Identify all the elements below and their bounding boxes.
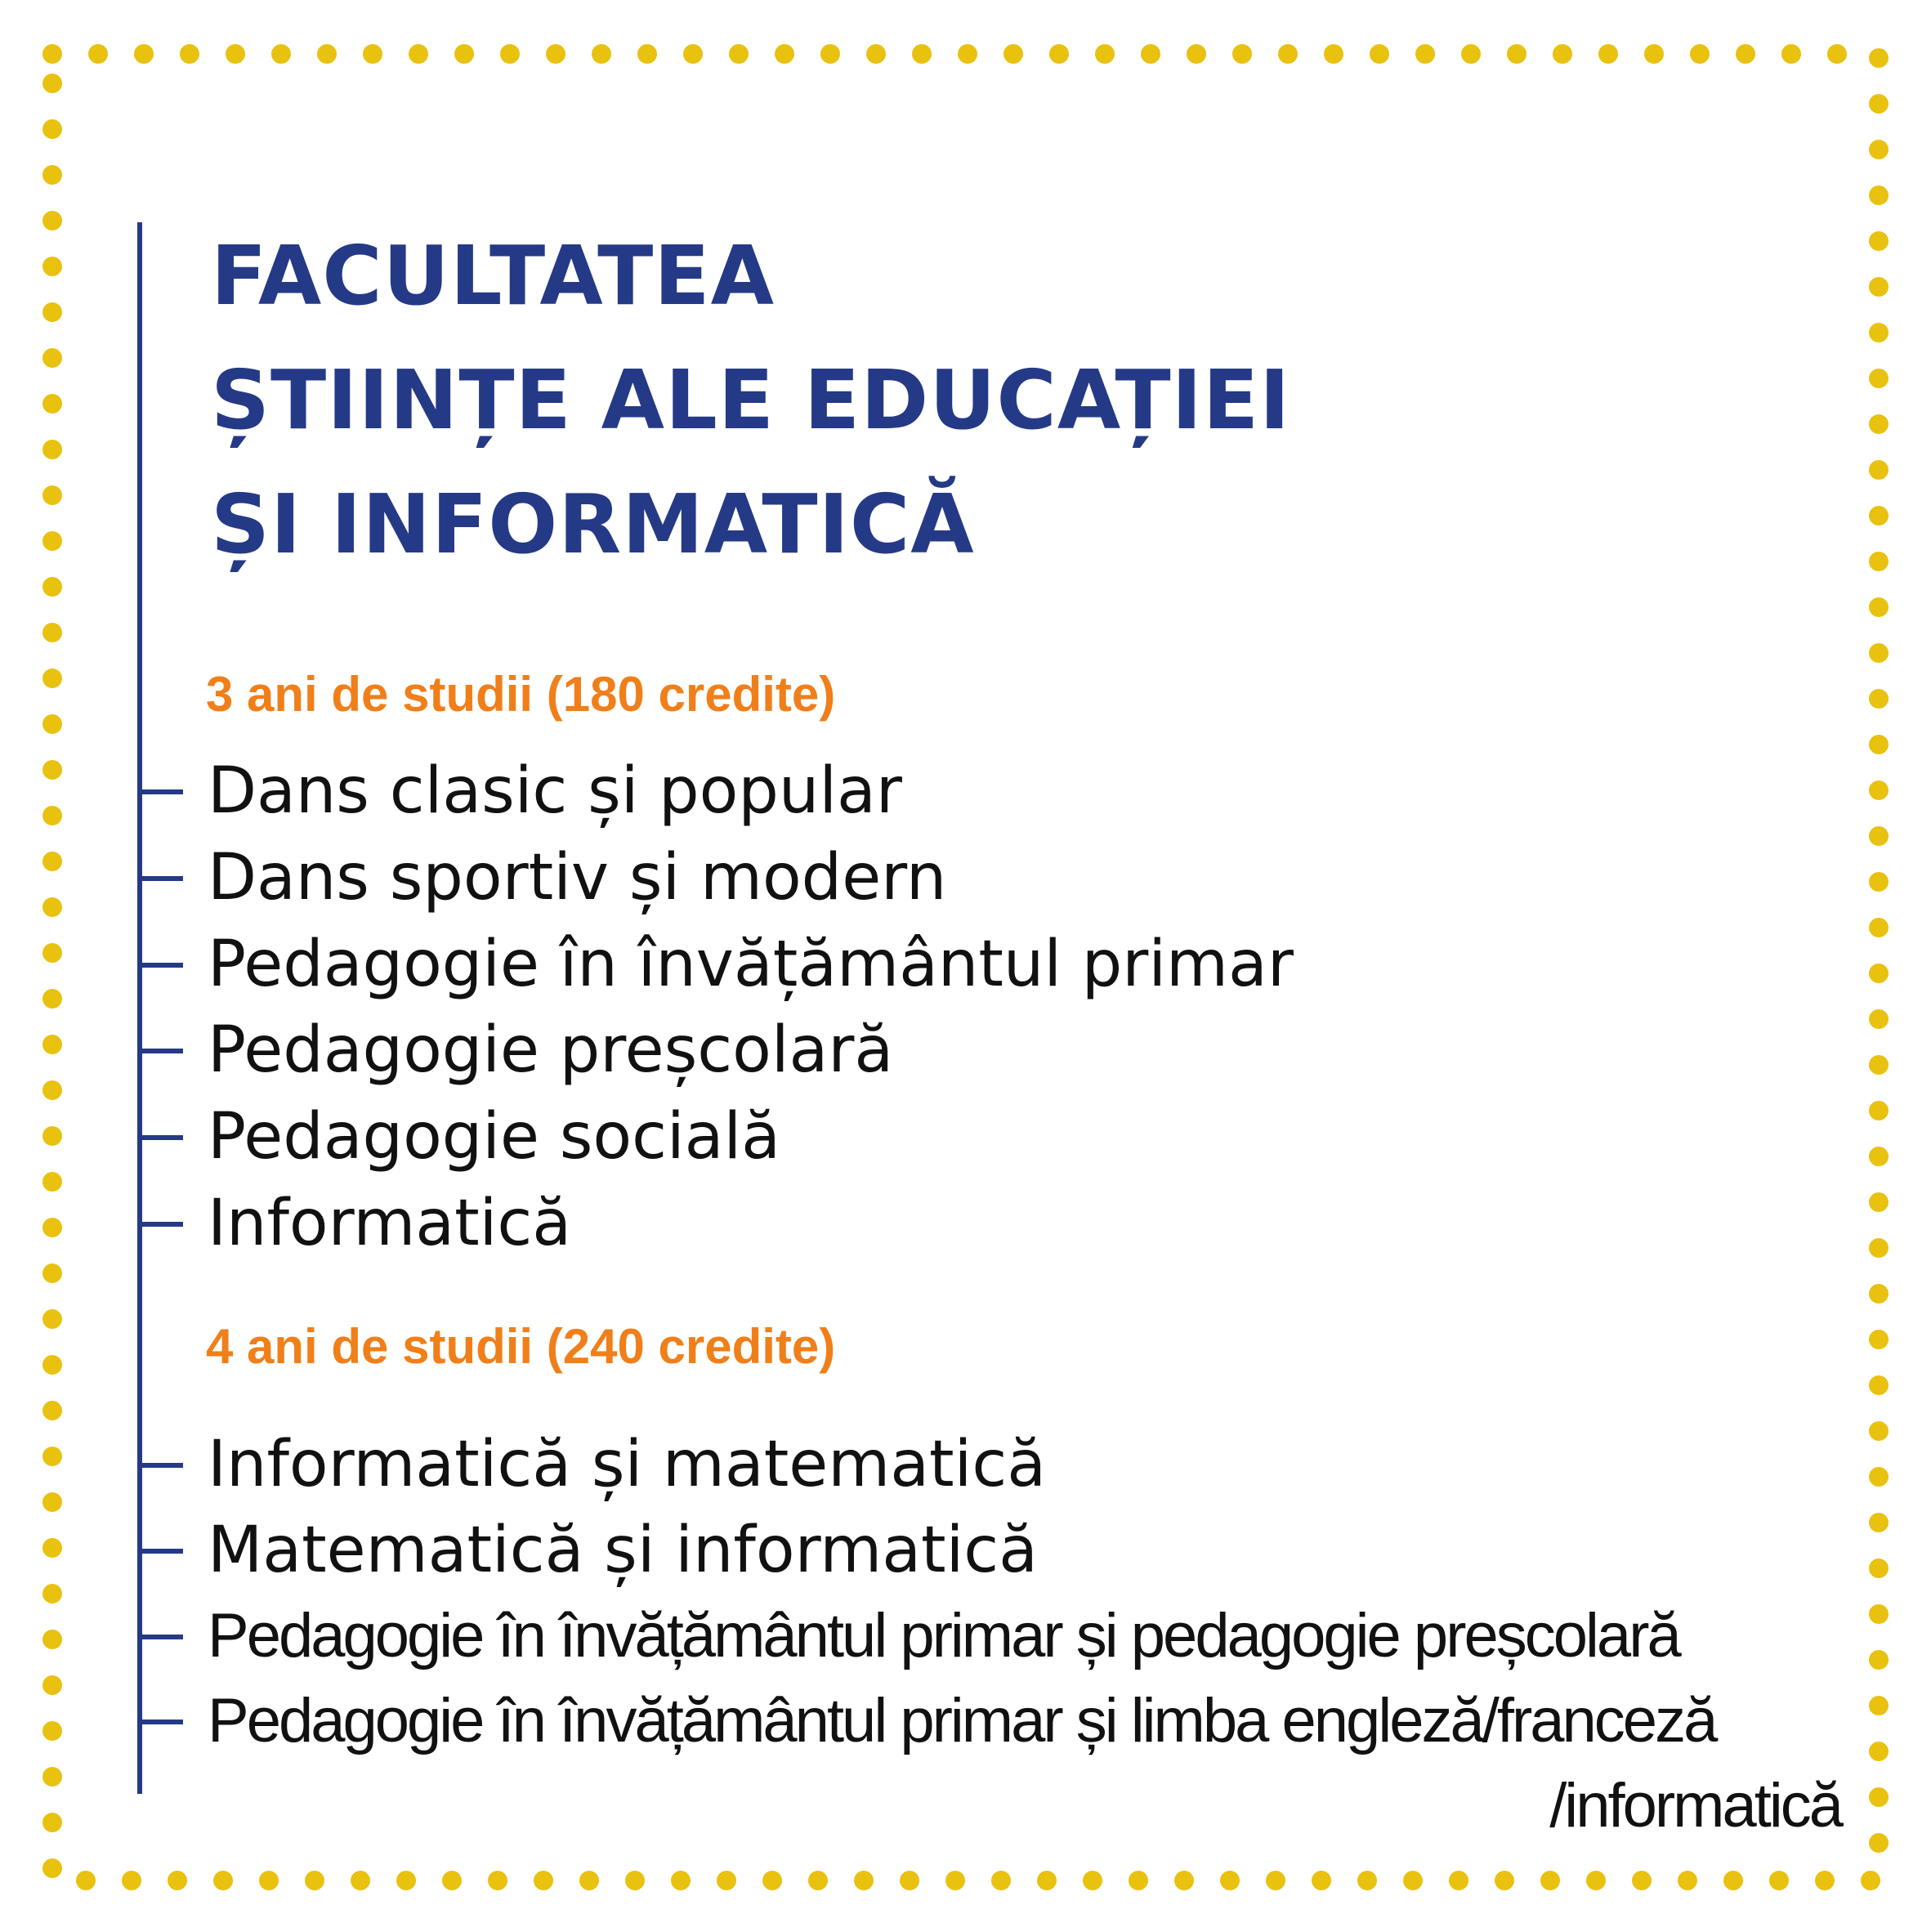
tick-mark (137, 1222, 183, 1227)
list-item: Pedagogie în învățământul primar și pedagogie preșcolară (208, 1601, 1679, 1670)
tick-mark (137, 1549, 183, 1554)
list-item: Dans sportiv și modern (208, 841, 947, 915)
tick-mark (137, 1635, 183, 1639)
tick-mark (137, 1049, 183, 1053)
section-heading-3-years: 3 ani de studii (180 credite) (206, 667, 836, 722)
section-heading-4-years: 4 ani de studii (240 credite) (206, 1319, 836, 1374)
tick-mark (137, 1720, 183, 1724)
title-line-1: FACULTATEA (211, 228, 775, 324)
list-item: Pedagogie socială (208, 1100, 780, 1174)
tick-mark (137, 876, 183, 881)
list-item: Pedagogie preșcolară (208, 1013, 894, 1087)
list-item: Pedagogie în învățământul primar (208, 928, 1294, 1001)
tick-mark (137, 1463, 183, 1468)
tick-mark (137, 789, 183, 794)
vertical-rule (137, 222, 142, 1794)
list-item-continuation: /informatică (1549, 1771, 1841, 1840)
tick-mark (137, 963, 183, 968)
list-item: Matematică și informatică (208, 1514, 1038, 1587)
list-item: Dans clasic și popular (208, 754, 902, 828)
title-line-2: ȘTIINȚE ALE EDUCAȚIEI (211, 352, 1291, 448)
tick-mark (137, 1135, 183, 1140)
list-item: Pedagogie în învățământul primar și limba engleză/franceză (208, 1686, 1716, 1755)
faculty-title (211, 214, 1290, 587)
title-line-3: ȘI INFORMATICĂ (211, 476, 975, 572)
list-item: Informatică (208, 1187, 572, 1260)
list-item: Informatică și matematică (208, 1428, 1046, 1501)
